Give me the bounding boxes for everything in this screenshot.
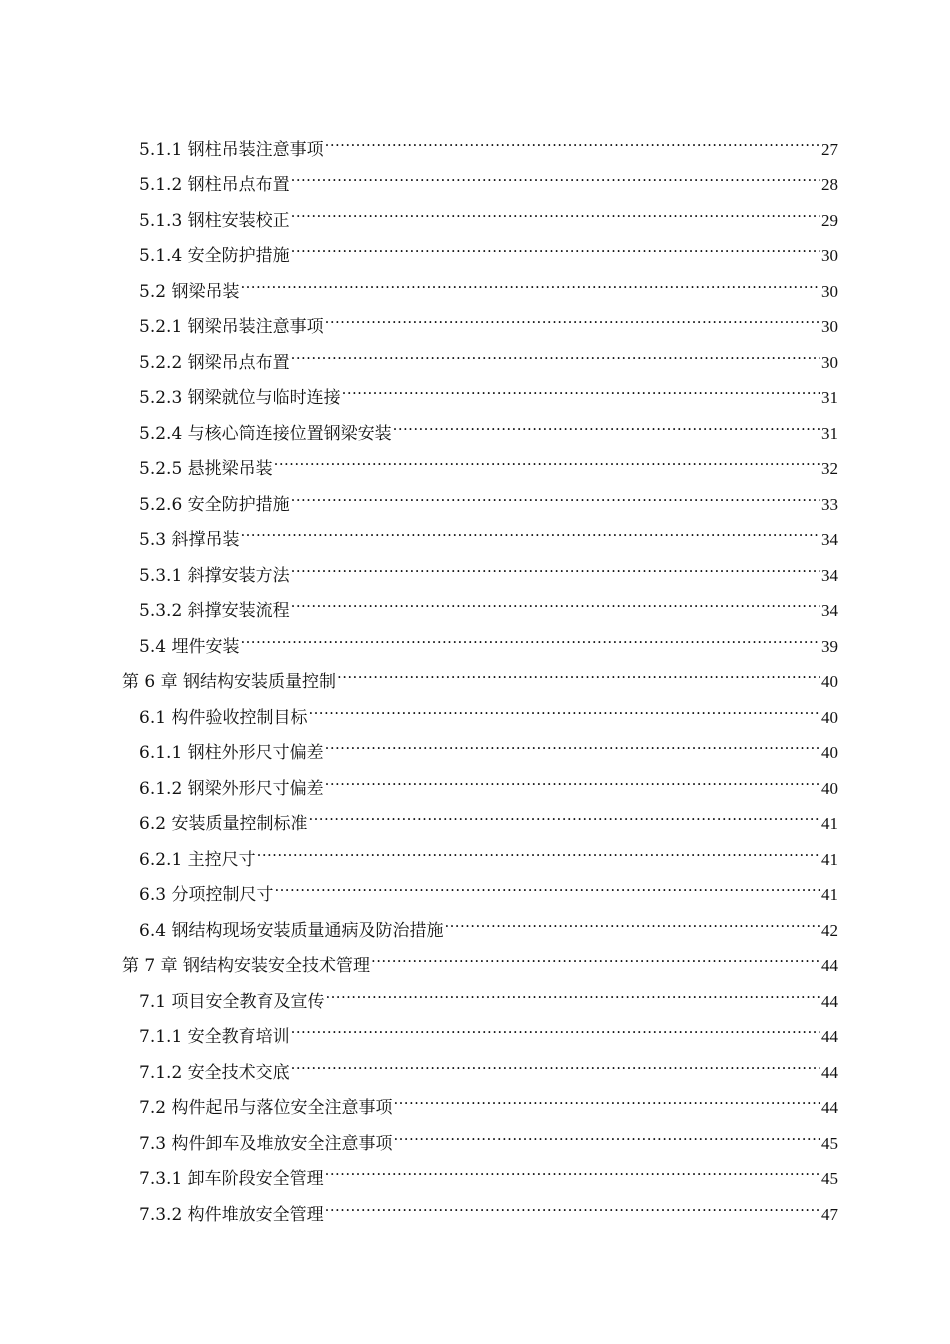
- toc-entry-title: 5.2 钢梁吊装: [139, 281, 240, 302]
- toc-dot-leader: [291, 226, 820, 262]
- toc-dot-leader: [393, 1113, 820, 1149]
- toc-dot-leader: [308, 687, 820, 723]
- toc-entry-page-number: 32: [821, 459, 838, 478]
- toc-entry-page-number: 27: [821, 139, 838, 159]
- toc-dot-leader: [291, 581, 820, 617]
- toc-dot-leader: [342, 368, 820, 404]
- toc-entry-title: 5.4 埋件安装: [139, 636, 240, 657]
- toc-dot-leader: [325, 723, 820, 759]
- toc-entry-title: 6.1.2 钢梁外形尺寸偏差: [139, 778, 324, 799]
- toc-entry-title: 5.2.6 安全防护措施: [139, 494, 290, 515]
- toc-entry-page-number: 40: [821, 778, 838, 798]
- toc-entry-title: 6.1.1 钢柱外形尺寸偏差: [139, 743, 324, 763]
- toc-dot-leader: [325, 119, 820, 155]
- toc-entry-page-number: 40: [821, 707, 838, 727]
- toc-entry-page-number: 47: [821, 1204, 838, 1224]
- toc-dot-leader: [240, 261, 820, 297]
- toc-dot-leader: [325, 1184, 820, 1220]
- toc-entry-title: 5.1.4 安全防护措施: [139, 246, 290, 266]
- toc-entry-page-number: 39: [821, 636, 838, 656]
- toc-dot-leader: [325, 758, 820, 794]
- toc-dot-leader: [291, 545, 820, 581]
- toc-entry-title: 5.2.2 钢梁吊点布置: [139, 352, 290, 373]
- toc-entry-page-number: 30: [821, 246, 838, 265]
- toc-dot-leader: [444, 900, 820, 936]
- toc-dot-leader: [274, 439, 820, 475]
- toc-entry-title: 5.2.4 与核心筒连接位置钢梁安装: [139, 423, 392, 444]
- toc-entry-page-number: 30: [821, 317, 838, 336]
- toc-entry-page-number: 34: [821, 530, 838, 549]
- toc-entry-title: 7.1.1 安全教育培训: [139, 1027, 290, 1047]
- toc-dot-leader: [240, 510, 820, 546]
- toc-entry-title: 6.2.1 主控尺寸: [139, 849, 256, 870]
- toc-entry-title: 5.1.2 钢柱吊点布置: [139, 175, 290, 195]
- toc-entry-title: 5.2.3 钢梁就位与临时连接: [139, 388, 341, 408]
- toc-entry-title: 7.1 项目安全教育及宣传: [139, 991, 325, 1012]
- toc-entry-page-number: 41: [821, 814, 838, 833]
- toc-entry-title: 7.3.2 构件堆放安全管理: [139, 1204, 324, 1225]
- toc-dot-leader: [240, 616, 820, 652]
- toc-dot-leader: [291, 1007, 820, 1043]
- toc-dot-leader: [291, 332, 820, 368]
- toc-entry-title: 第 7 章 钢结构安装安全技术管理: [122, 956, 371, 976]
- toc-dot-leader: [371, 936, 820, 972]
- toc-entry-title: 5.1.1 钢柱吊装注意事项: [139, 139, 324, 160]
- toc-dot-leader: [291, 190, 820, 226]
- toc-entry-title: 5.3.2 斜撑安装流程: [139, 601, 290, 621]
- toc-dot-leader: [274, 865, 820, 901]
- toc-entry-title: 5.1.3 钢柱安装校正: [139, 210, 290, 231]
- toc-dot-leader: [291, 474, 820, 510]
- toc-entry-title: 5.3.1 斜撑安装方法: [139, 565, 290, 586]
- toc-entry-page-number: 44: [821, 1062, 838, 1082]
- toc-entry-page-number: 42: [821, 920, 838, 940]
- toc-entry-page-number: 44: [821, 991, 838, 1011]
- toc-entry-title: 6.2 安装质量控制标准: [139, 814, 308, 834]
- toc-entry-title: 7.2 构件起吊与落位安全注意事项: [139, 1098, 393, 1118]
- toc-entry-page-number: 29: [821, 210, 838, 230]
- toc-entry-page-number: 31: [821, 388, 838, 407]
- toc-entry-page-number: 31: [821, 423, 838, 443]
- toc-dot-leader: [291, 1042, 820, 1078]
- toc-entry-page-number: 45: [821, 1133, 838, 1153]
- toc-dot-leader: [337, 652, 820, 688]
- toc-dot-leader: [291, 155, 820, 191]
- toc-entry-page-number: 34: [821, 565, 838, 585]
- toc-entry-title: 7.3.1 卸车阶段安全管理: [139, 1169, 324, 1189]
- toc-entry-title: 第 6 章 钢结构安装质量控制: [122, 672, 337, 692]
- toc-entry-page-number: 41: [821, 849, 838, 869]
- toc-entry-page-number: 34: [821, 601, 838, 620]
- toc-entry-title: 5.3 斜撑吊装: [139, 530, 240, 550]
- toc-entry-page-number: 40: [821, 672, 838, 691]
- toc-entry-page-number: 33: [821, 494, 838, 514]
- toc-entry-title: 5.2.5 悬挑梁吊装: [139, 459, 273, 479]
- toc-entry-page-number: 30: [821, 281, 838, 301]
- toc-entry-page-number: 44: [821, 956, 838, 975]
- toc-dot-leader: [325, 971, 820, 1007]
- toc-entry-page-number: 28: [821, 175, 838, 194]
- toc-dot-leader: [325, 297, 820, 333]
- toc-entry-page-number: 44: [821, 1027, 838, 1046]
- toc-entry-title: 7.1.2 安全技术交底: [139, 1062, 290, 1083]
- toc-entry-page-number: 41: [821, 885, 838, 904]
- toc-entry-title: 6.3 分项控制尺寸: [139, 885, 274, 905]
- toc-entry-title: 6.1 构件验收控制目标: [139, 707, 308, 728]
- toc-dot-leader: [393, 403, 820, 439]
- toc-entry-title: 6.4 钢结构现场安装质量通病及防治措施: [139, 920, 444, 941]
- toc-entry-title: 7.3 构件卸车及堆放安全注意事项: [139, 1133, 393, 1154]
- toc-entry-page-number: 40: [821, 743, 838, 762]
- toc-entry-page-number: 45: [821, 1169, 838, 1188]
- toc-entry-title: 5.2.1 钢梁吊装注意事项: [139, 317, 324, 337]
- toc-dot-leader: [393, 1078, 820, 1114]
- toc-entry-page-number: 44: [821, 1098, 838, 1117]
- toc-dot-leader: [308, 794, 820, 830]
- toc-entry-page-number: 30: [821, 352, 838, 372]
- table-of-contents: [122, 119, 838, 1225]
- toc-entry[interactable]: [122, 119, 838, 160]
- toc-dot-leader: [325, 1149, 820, 1185]
- toc-dot-leader: [257, 829, 820, 865]
